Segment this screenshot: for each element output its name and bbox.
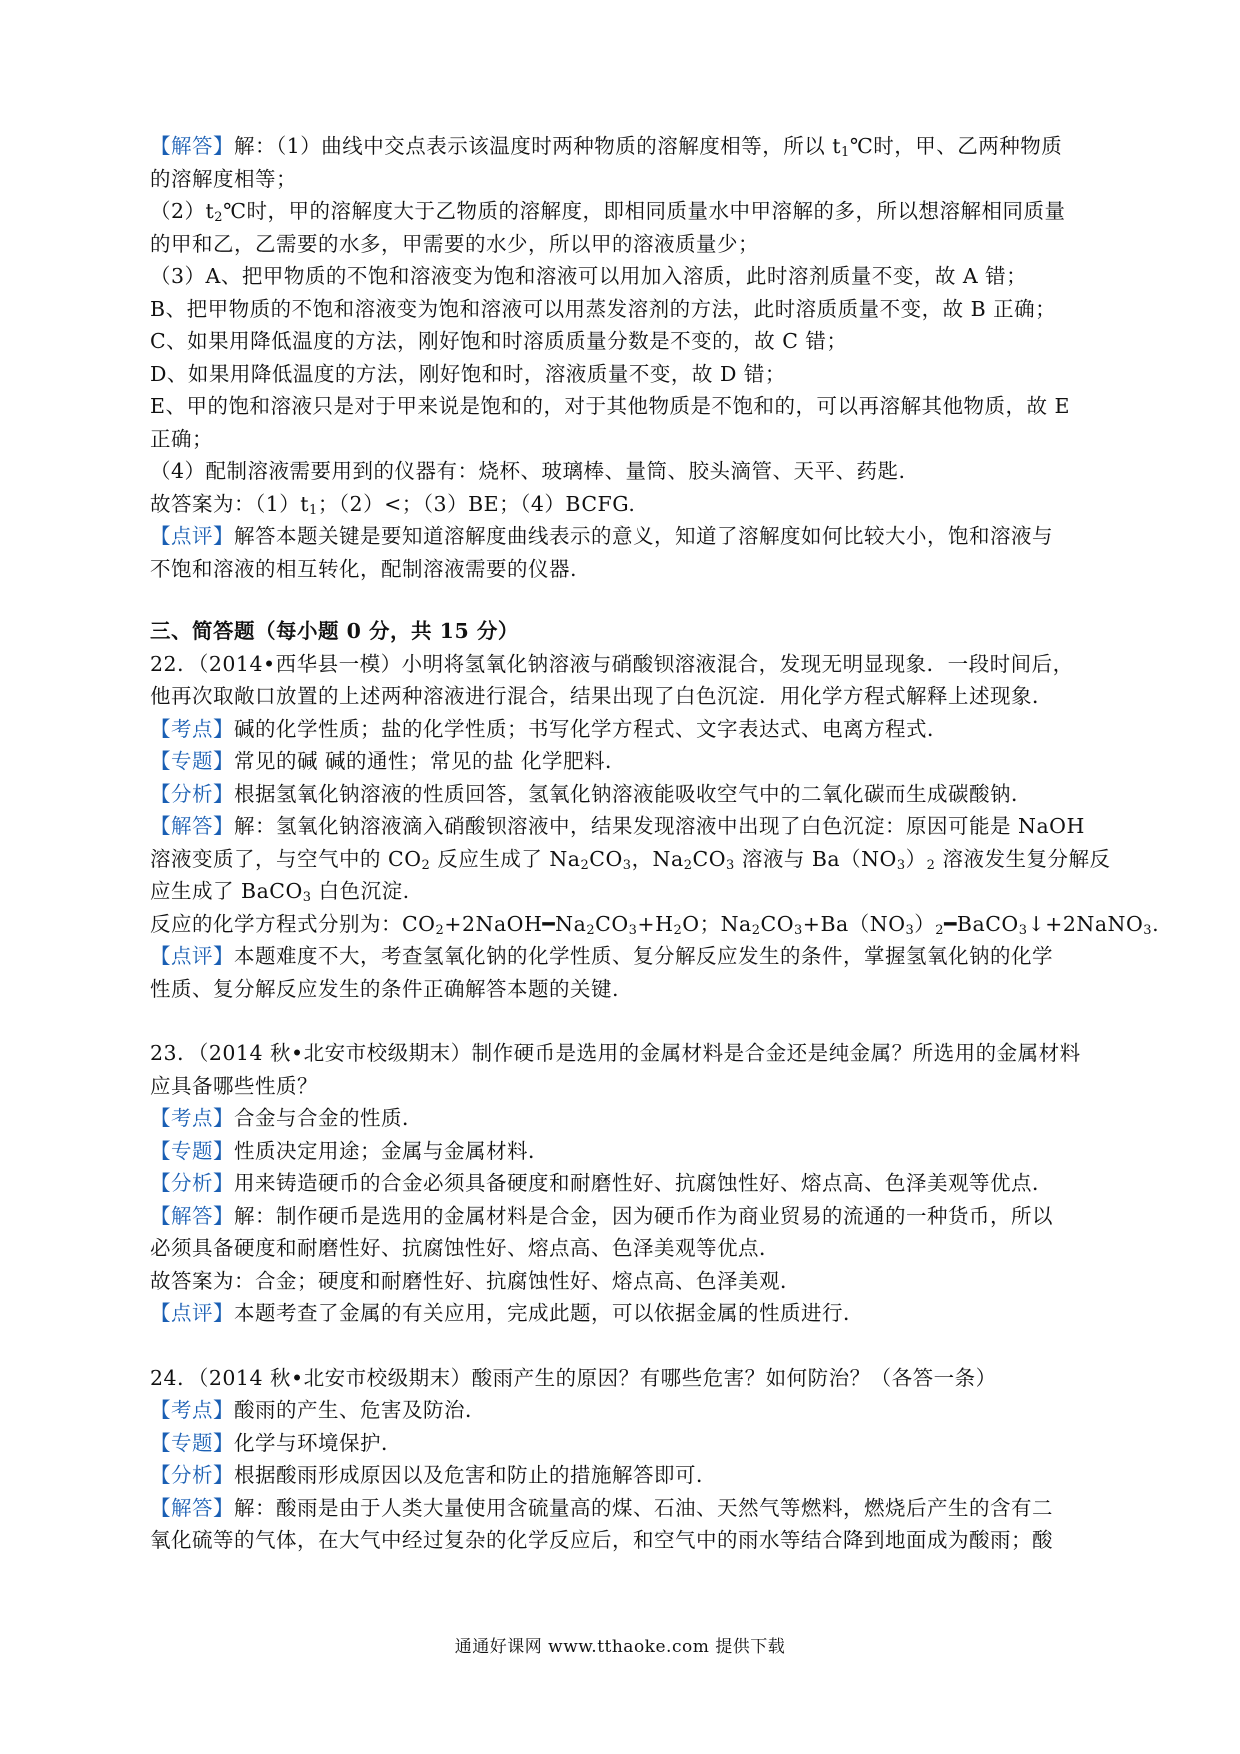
document-body [150, 130, 1160, 1557]
label-dianping: 【点评】 [150, 524, 234, 548]
q23-final-answer: 故答案为：合金；硬度和耐磨性好、抗腐蚀性好、熔点高、色泽美观． [150, 1268, 801, 1293]
q23-kaodian: 【考点】合金与合金的性质． [150, 1106, 423, 1130]
label-jieda: 【解答】 [150, 1495, 234, 1520]
label-jieda: 【解答】 [150, 1203, 234, 1228]
section-title: 三、简答题（每小题 0 分，共 15 分） [150, 619, 519, 643]
q21-answer-line: D、如果用降低温度的方法，刚好饱和时，溶液质量不变，故 D 错； [150, 361, 786, 386]
q22-question: 22．（2014•西华县一模）小明将氢氧化钠溶液与硝酸钡溶液混合，发现无明显现象．一段时间后， [150, 651, 1074, 676]
label-kaodian: 【考点】 [150, 1106, 234, 1130]
label-zhuanti: 【专题】 [150, 749, 234, 773]
q22-jieda-line: 应生成了 BaCO$_3$ 白色沉淀. [150, 879, 410, 905]
q24-question: 24．（2014 秋•北安市校级期末）酸雨产生的原因？有哪些危害？如何防治？（各答一条） [150, 1365, 997, 1390]
q21-comment-line: 不饱和溶液的相互转化，配制溶液需要的仪器. [150, 556, 578, 581]
q21-answer-line: 【解答】解：（1）曲线中交点表示该温度时两种物质的溶解度相等，所以 $t_1℃$时，甲、乙两种物质 [150, 134, 1063, 160]
q21-answer-line: 的甲和乙，乙需要的水多，甲需要的水少，所以甲的溶液质量少； [150, 231, 759, 256]
q22-kaodian: 【考点】碱的化学性质；盐的化学性质；书写化学方程式、文字表达式、电离方程式． [150, 716, 948, 741]
label-jieda: 【解答】 [150, 814, 234, 838]
q23-zhuanti: 【专题】性质决定用途；金属与金属材料． [150, 1138, 549, 1163]
q22-jieda: 【解答】解：氢氧化钠溶液滴入硝酸钡溶液中，结果发现溶液中出现了白色沉淀：原因可能是 NaOH [150, 814, 1085, 838]
q21-answer-line: E、甲的饱和溶液只是对于甲来说是饱和的，对于其他物质是不饱和的，可以再溶解其他物质，故 E [150, 394, 1070, 418]
q21-answer-line: 正确； [150, 426, 213, 451]
q24-fenxi: 【分析】根据酸雨形成原因以及危害和防止的措施解答即可． [150, 1463, 717, 1487]
q22-fenxi: 【分析】根据氢氧化钠溶液的性质回答，氢氧化钠溶液能吸收空气中的二氧化碳而生成碳酸钠． [150, 781, 1032, 806]
q21-answer-line: 的溶解度相等； [150, 166, 297, 191]
label-jieda: 【解答】 [150, 134, 234, 158]
label-kaodian: 【考点】 [150, 716, 234, 741]
q21-answer-line: C、如果用降低温度的方法，刚好饱和时溶质质量分数是不变的，故 C 错； [150, 329, 848, 353]
q21-comment: 【点评】解答本题关键是要知道溶解度曲线表示的意义，知道了溶解度如何比较大小，饱和溶液与 [150, 524, 1053, 548]
q24-kaodian: 【考点】酸雨的产生、危害及防治． [150, 1398, 486, 1422]
label-fenxi: 【分析】 [150, 1171, 234, 1195]
q21-answer-line: B、把甲物质的不饱和溶液变为饱和溶液可以用蒸发溶剂的方法，此时溶质质量不变，故 B 正确； [150, 296, 1057, 321]
q22-zhuanti: 【专题】常见的碱 碱的通性；常见的盐 化学肥料． [150, 749, 627, 773]
q23-question: 23．（2014 秋•北安市校级期末）制作硬币是选用的金属材料是合金还是纯金属？所选用的金属材料 [150, 1041, 1081, 1065]
q21-final-answer: 故答案为：$(1)t_1$；（2）<；（3）BE；（4）BCFG. [150, 491, 636, 518]
page-footer: 通通好课网 www.tthaoke.com 提供下载 [454, 1637, 786, 1657]
label-fenxi: 【分析】 [150, 1463, 234, 1487]
q24-jieda: 【解答】解：酸雨是由于人类大量使用含硫量高的煤、石油、天然气等燃料，燃烧后产生的含有二 [150, 1495, 1053, 1520]
q22-dianping-line: 性质、复分解反应发生的条件正确解答本题的关键. [150, 976, 620, 1001]
q23-fenxi: 【分析】用来铸造硬币的合金必须具备硬度和耐磨性好、抗腐蚀性好、熔点高、色泽美观等优点． [150, 1171, 1053, 1195]
q23-jieda-line: 必须具备硬度和耐磨性好、抗腐蚀性好、熔点高、色泽美观等优点． [150, 1236, 780, 1260]
q22-dianping: 【点评】本题难度不大，考查氢氧化钠的化学性质、复分解反应发生的条件，掌握氢氧化钠的化学 [150, 944, 1053, 968]
q22-jieda-line: 溶液变质了，与空气中的 $CO_2$ 反应生成了 $Na_2CO_3$，$Na_2CO_3$ 溶液与 $Ba(NO_3)_2$ 溶液发生复分解反 [150, 846, 1111, 873]
q22-equation: 反应的化学方程式分别为：$CO_2+2NaOH━Na_2CO_3+H_2O$；$Na_2CO_3+Ba(NO_3)_2━BaCO_3↓+2NaNO_3$. [150, 911, 1160, 938]
q21-answer-line: （4）配制溶液需要用到的仪器有：烧杯、玻璃棒、量筒、胶头滴管、天平、药匙. [150, 459, 906, 483]
label-zhuanti: 【专题】 [150, 1138, 234, 1163]
q23-question: 应具备哪些性质？ [150, 1073, 318, 1098]
q23-dianping: 【点评】本题考查了金属的有关应用，完成此题，可以依据金属的性质进行． [150, 1301, 864, 1325]
q23-jieda: 【解答】解：制作硬币是选用的金属材料是合金，因为硬币作为商业贸易的流通的一种货币，所以 [150, 1203, 1053, 1228]
q24-jieda-line: 氧化硫等的气体，在大气中经过复杂的化学反应后，和空气中的雨水等结合降到地面成为酸雨；酸 [150, 1528, 1053, 1552]
label-dianping: 【点评】 [150, 944, 234, 968]
label-kaodian: 【考点】 [150, 1398, 234, 1422]
label-fenxi: 【分析】 [150, 781, 234, 806]
label-dianping: 【点评】 [150, 1301, 234, 1325]
q24-zhuanti: 【专题】化学与环境保护． [150, 1430, 402, 1455]
q21-answer-line: $(2)t_2℃$时，甲的溶解度大于乙物质的溶解度，即相同质量水中甲溶解的多，所以想溶解相同质量 [150, 199, 1066, 225]
q21-answer-line: （3）A、把甲物质的不饱和溶液变为饱和溶液可以用加入溶质，此时溶剂质量不变，故 A 错； [150, 264, 1028, 288]
q22-question: 他再次取敞口放置的上述两种溶液进行混合，结果出现了白色沉淀．用化学方程式解释上述现象． [150, 684, 1053, 708]
label-zhuanti: 【专题】 [150, 1430, 234, 1455]
